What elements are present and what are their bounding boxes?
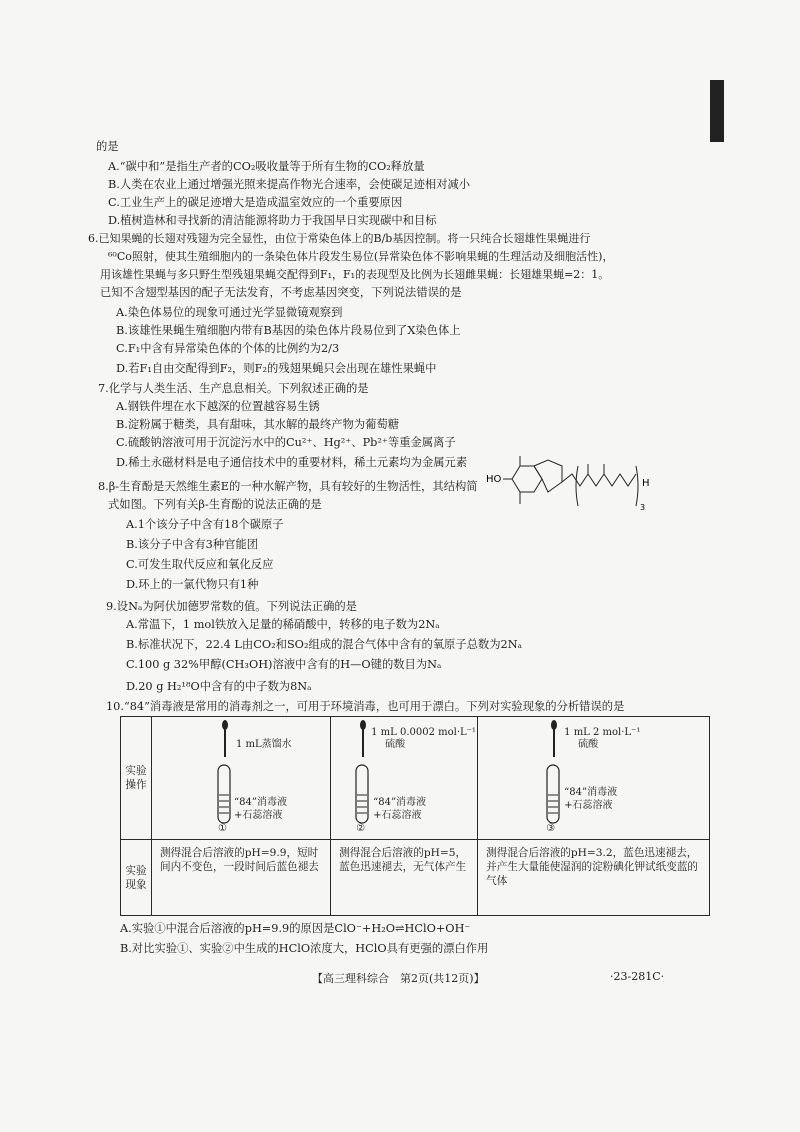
q8-option-b: B.该分子中含有3种官能团 xyxy=(126,538,259,551)
q5-option-a: A.“碳中和”是指生产者的CO₂吸收量等于所有生物的CO₂释放量 xyxy=(108,160,425,173)
exp1-tube-label2: +石蕊溶液 xyxy=(234,810,283,821)
q6-option-d: D.若F₁自由交配得到F₂，则F₂的残翅果蝇只会出现在雄性果蝇中 xyxy=(116,362,437,375)
exp3-number: ③ xyxy=(546,823,556,834)
q8-option-d: D.环上的一氯代物只有1种 xyxy=(126,578,259,591)
q6-stem-line2: ⁶⁰Co照射，使其生殖细胞内的一条染色体片段发生易位(异常染色体不影响果蝇的生理活动及细胞活性)， xyxy=(108,250,614,263)
q10-option-b: B.对比实验①、实验②中生成的HClO浓度大，HClO具有更强的漂白作用 xyxy=(120,942,489,955)
q7-stem: 7.化学与人类生活、生产息息相关。下列叙述正确的是 xyxy=(98,382,369,395)
footer-page-info: 【高三理科综合 第2页(共12页)】 xyxy=(312,972,485,985)
mol-ho-label: HO xyxy=(486,474,502,485)
q7-option-c: C.硫酸钠溶液可用于沉淀污水中的Cu²⁺、Hg²⁺、Pb²⁺等重金属离子 xyxy=(116,436,456,449)
q6-stem-line1: 6.已知果蝇的长翅对残翅为完全显性，由位于常染色体上的B/b基因控制。将一只纯合长翅雄性果蝇进行 xyxy=(88,232,591,245)
op-row-label: 实验操作 xyxy=(121,717,152,840)
exp2-tube-label2: +石蕊溶液 xyxy=(373,810,422,821)
mol-repeat-subscript: 3 xyxy=(640,503,646,512)
scan-edge-mark xyxy=(710,80,724,142)
exp2-number: ② xyxy=(356,823,366,834)
exp1-number: ① xyxy=(218,823,227,834)
q6-stem-line4: 已知不含翅型基因的配子无法发育，不考虑基因突变，下列说法错误的是 xyxy=(100,286,462,299)
q7-option-b: B.淀粉属于糖类，具有甜味，其水解的最终产物为葡萄糖 xyxy=(116,418,400,431)
mol-h-label: H xyxy=(642,478,650,489)
exp2-dropper-label2: 硫酸 xyxy=(385,739,406,750)
exp2-result: 测得混合后溶液的pH=5，蓝色迅速褪去，无气体产生 xyxy=(331,840,478,916)
q8-option-a: A.1个该分子中含有18个碳原子 xyxy=(126,518,284,531)
exp3-result: 测得混合后溶液的pH=3.2，蓝色迅速褪去，并产生大量能使湿润的淀粉碘化钾试纸变蓝的气体 xyxy=(478,840,710,916)
question-fragment: 的是 xyxy=(96,140,119,153)
q6-stem-line3: 用该雄性果蝇与多只野生型残翅果蝇交配得到F₁，F₁的表现型及比例为长翅雌果蝇：长翅雄果蝇=2：1。 xyxy=(100,268,610,281)
exp1-result: 测得混合后溶液的pH=9.9，短时间内不变色，一段时间后蓝色褪去 xyxy=(152,840,331,916)
res-row-label: 实验现象 xyxy=(121,840,152,916)
q6-option-c: C.F₁中含有异常染色体的个体的比例约为2/3 xyxy=(116,342,340,355)
exp1-operation xyxy=(152,717,331,840)
footer-code: ·23-281C· xyxy=(610,970,665,983)
q9-option-b: B.标准状况下，22.4 L由CO₂和SO₂组成的混合气体中含有的氧原子总数为2Nₐ xyxy=(126,638,522,651)
q5-option-c: C.工业生产上的碳足迹增大是造成温室效应的一个重要原因 xyxy=(108,196,403,209)
q5-option-d: D.植树造林和寻找新的清洁能源将助力于我国早日实现碳中和目标 xyxy=(108,214,437,227)
exp3-dropper-label: 1 mL 2 mol·L⁻¹ xyxy=(564,727,641,738)
q10-option-a: A.实验①中混合后溶液的pH=9.9的原因是ClO⁻+H₂O⇌HClO+OH⁻ xyxy=(120,922,471,935)
exp2-tube-label1: “84”消毒液 xyxy=(373,797,427,808)
q8-option-c: C.可发生取代反应和氧化反应 xyxy=(126,558,274,571)
exp2-dropper-label: 1 mL 0.0002 mol·L⁻¹ xyxy=(371,727,476,738)
q10-experiment-table xyxy=(120,716,710,916)
q5-option-b: B.人类在农业上通过增强光照来提高作物光合速率，会使碳足迹相对减小 xyxy=(108,178,471,191)
exp3-tube-label2: +石蕊溶液 xyxy=(564,800,613,811)
beta-tocopherol-structure xyxy=(486,452,666,524)
exp2-operation xyxy=(331,717,478,840)
q9-option-a: A.常温下，1 mol铁放入足量的稀硝酸中，转移的电子数为2Nₐ xyxy=(126,618,440,631)
q6-option-a: A.染色体易位的现象可通过光学显微镜观察到 xyxy=(116,306,343,319)
q9-stem: 9.设Nₐ为阿伏加德罗常数的值。下列说法正确的是 xyxy=(106,600,357,613)
exp1-tube-label1: “84”消毒液 xyxy=(234,797,287,808)
q9-option-c: C.100 g 32%甲醇(CH₃OH)溶液中含有的H—O键的数目为Nₐ xyxy=(126,658,442,671)
exp3-dropper-label2: 硫酸 xyxy=(578,739,599,750)
q7-option-a: A.钢铁件埋在水下越深的位置越容易生锈 xyxy=(116,400,320,413)
exp1-dropper-label: 1 mL蒸馏水 xyxy=(236,739,292,750)
exp3-tube-label1: “84”消毒液 xyxy=(564,787,618,798)
q9-option-d: D.20 g H₂¹⁸O中含有的中子数为8Nₐ xyxy=(126,680,312,693)
q6-option-b: B.该雄性果蝇生殖细胞内带有B基因的染色体片段易位到了X染色体上 xyxy=(116,324,461,337)
q8-stem-line2: 式如图。下列有关β-生育酚的说法正确的是 xyxy=(108,498,322,511)
q7-option-d: D.稀土永磁材料是电子通信技术中的重要材料，稀土元素均为金属元素 xyxy=(116,456,468,469)
exp3-operation xyxy=(478,717,710,840)
q8-stem-line1: 8.β-生育酚是天然维生素E的一种水解产物，具有较好的生物活性，其结构简 xyxy=(98,480,478,493)
q10-stem: 10.“84”消毒液是常用的消毒剂之一，可用于环境消毒，也可用于漂白。下列对实验现象的分析错误的是 xyxy=(106,700,625,713)
